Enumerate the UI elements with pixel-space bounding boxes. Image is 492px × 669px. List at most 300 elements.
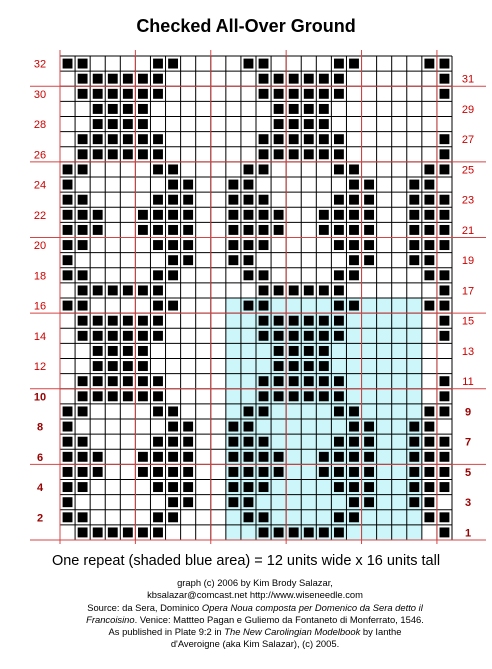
pattern-stitch (228, 452, 238, 462)
pattern-stitch (334, 376, 344, 386)
pattern-stitch (153, 467, 163, 477)
pattern-stitch (424, 59, 434, 69)
pattern-stitch (424, 512, 434, 522)
pattern-stitch (334, 452, 344, 462)
pattern-stitch (138, 361, 148, 371)
pattern-stitch (259, 59, 269, 69)
pattern-stitch (63, 406, 73, 416)
pattern-stitch (183, 467, 193, 477)
pattern-stitch (409, 255, 419, 265)
pattern-stitch (108, 527, 118, 537)
pattern-stitch (153, 301, 163, 311)
pattern-stitch (334, 89, 344, 99)
pattern-stitch (304, 391, 314, 401)
pattern-stitch (259, 134, 269, 144)
pattern-stitch (228, 240, 238, 250)
pattern-stitch (78, 210, 88, 220)
pattern-stitch (289, 331, 299, 341)
pattern-stitch (349, 512, 359, 522)
row-label-right: 23 (461, 194, 475, 207)
pattern-stitch (409, 437, 419, 447)
pattern-stitch (244, 255, 254, 265)
pattern-stitch (440, 59, 450, 69)
pattern-stitch (108, 285, 118, 295)
row-label-right: 25 (461, 164, 475, 177)
row-label-right: 29 (461, 103, 475, 116)
pattern-stitch (319, 225, 329, 235)
pattern-stitch (304, 527, 314, 537)
pattern-stitch (138, 391, 148, 401)
pattern-stitch (364, 482, 374, 492)
repeat-caption: One repeat (shaded blue area) = 12 units wide x 16 units tall (51, 553, 441, 569)
pattern-stitch (244, 195, 254, 205)
pattern-stitch (168, 422, 178, 432)
pattern-stitch (138, 376, 148, 386)
pattern-stitch (138, 452, 148, 462)
pattern-stitch (93, 331, 103, 341)
pattern-stitch (123, 104, 133, 114)
pattern-stitch (93, 316, 103, 326)
pattern-stitch (78, 134, 88, 144)
credit-line-1: graph (c) 2006 by Kim Brody Salazar, (177, 577, 333, 588)
pattern-stitch (108, 134, 118, 144)
pattern-stitch (244, 225, 254, 235)
pattern-stitch (409, 452, 419, 462)
pattern-stitch (93, 119, 103, 129)
pattern-stitch (274, 210, 284, 220)
pattern-stitch (274, 74, 284, 84)
pattern-stitch (123, 391, 133, 401)
row-label-left: 10 (33, 391, 47, 404)
credit-source-c: . Venice: Mattteo Pagan e Guliemo da Fontaneto di Monferrato, 1546. As published in Plate 9:2 in (108, 613, 424, 638)
pattern-stitch (78, 391, 88, 401)
row-label-left: 30 (33, 88, 47, 101)
pattern-stitch (63, 59, 73, 69)
pattern-stitch (364, 180, 374, 190)
pattern-stitch (304, 149, 314, 159)
pattern-stitch (93, 74, 103, 84)
row-label-right: 15 (461, 315, 475, 328)
row-label-right: 9 (464, 406, 472, 419)
row-label-left: 20 (33, 240, 47, 253)
pattern-stitch (244, 482, 254, 492)
pattern-stitch (78, 467, 88, 477)
pattern-stitch (274, 376, 284, 386)
pattern-stitch (244, 210, 254, 220)
pattern-stitch (319, 346, 329, 356)
pattern-stitch (319, 467, 329, 477)
pattern-stitch (334, 512, 344, 522)
pattern-stitch (78, 437, 88, 447)
pattern-stitch (349, 437, 359, 447)
pattern-stitch (319, 391, 329, 401)
pattern-stitch (349, 270, 359, 280)
row-label-left: 26 (33, 149, 47, 162)
pattern-stitch (259, 512, 269, 522)
pattern-stitch (244, 180, 254, 190)
pattern-stitch (108, 316, 118, 326)
pattern-stitch (289, 104, 299, 114)
pattern-stitch (228, 422, 238, 432)
pattern-stitch (78, 59, 88, 69)
pattern-stitch (183, 240, 193, 250)
pattern-stitch (440, 482, 450, 492)
pattern-stitch (153, 225, 163, 235)
pattern-stitch (183, 195, 193, 205)
pattern-stitch (168, 270, 178, 280)
pattern-stitch (123, 527, 133, 537)
pattern-stitch (274, 361, 284, 371)
pattern-stitch (93, 467, 103, 477)
pattern-stitch (440, 134, 450, 144)
pattern-stitch (108, 346, 118, 356)
pattern-stitch (440, 316, 450, 326)
pattern-stitch (108, 74, 118, 84)
pattern-stitch (123, 361, 133, 371)
pattern-stitch (274, 89, 284, 99)
pattern-stitch (153, 406, 163, 416)
pattern-stitch (63, 437, 73, 447)
pattern-stitch (259, 452, 269, 462)
pattern-stitch (334, 482, 344, 492)
pattern-stitch (349, 406, 359, 416)
pattern-stitch (63, 210, 73, 220)
row-label-right: 27 (461, 134, 475, 147)
pattern-stitch (93, 452, 103, 462)
pattern-stitch (123, 89, 133, 99)
pattern-stitch (244, 164, 254, 174)
pattern-stitch (424, 240, 434, 250)
pattern-stitch (108, 149, 118, 159)
pattern-stitch (349, 452, 359, 462)
pattern-stitch (78, 74, 88, 84)
pattern-stitch (259, 527, 269, 537)
row-label-right: 3 (464, 497, 472, 510)
pattern-stitch (78, 452, 88, 462)
pattern-stitch (138, 331, 148, 341)
pattern-stitch (153, 527, 163, 537)
pattern-stitch (153, 164, 163, 174)
pattern-stitch (228, 437, 238, 447)
pattern-stitch (228, 482, 238, 492)
pattern-stitch (424, 195, 434, 205)
pattern-stitch (424, 497, 434, 507)
pattern-stitch (319, 89, 329, 99)
row-label-left: 8 (36, 421, 44, 434)
pattern-stitch (138, 89, 148, 99)
pattern-stitch (349, 210, 359, 220)
pattern-stitch (259, 240, 269, 250)
pattern-stitch (440, 285, 450, 295)
pattern-stitch (153, 376, 163, 386)
pattern-stitch (259, 406, 269, 416)
pattern-stitch (440, 149, 450, 159)
pattern-stitch (334, 301, 344, 311)
pattern-stitch (228, 210, 238, 220)
pattern-stitch (319, 74, 329, 84)
pattern-stitch (440, 225, 450, 235)
row-label-right: 13 (461, 345, 475, 358)
pattern-stitch (78, 285, 88, 295)
pattern-stitch (168, 406, 178, 416)
pattern-stitch (274, 225, 284, 235)
pattern-stitch (63, 482, 73, 492)
pattern-stitch (153, 482, 163, 492)
pattern-stitch (424, 406, 434, 416)
pattern-stitch (349, 240, 359, 250)
pattern-chart (0, 44, 492, 544)
pattern-stitch (108, 331, 118, 341)
pattern-stitch (319, 452, 329, 462)
pattern-stitch (108, 119, 118, 129)
pattern-stitch (259, 74, 269, 84)
pattern-stitch (289, 285, 299, 295)
pattern-stitch (153, 437, 163, 447)
pattern-stitch (63, 180, 73, 190)
pattern-stitch (424, 467, 434, 477)
pattern-stitch (334, 437, 344, 447)
pattern-stitch (334, 225, 344, 235)
pattern-stitch (259, 164, 269, 174)
pattern-stitch (123, 331, 133, 341)
pattern-stitch (78, 527, 88, 537)
pattern-stitch (168, 180, 178, 190)
pattern-stitch (409, 180, 419, 190)
pattern-stitch (259, 331, 269, 341)
pattern-stitch (93, 225, 103, 235)
row-label-left: 12 (33, 361, 47, 374)
pattern-stitch (440, 452, 450, 462)
pattern-stitch (259, 482, 269, 492)
pattern-stitch (364, 437, 374, 447)
pattern-stitch (304, 134, 314, 144)
row-label-left: 16 (33, 300, 47, 313)
pattern-stitch (108, 104, 118, 114)
credit-line-2: kbsalazar@comcast.net http://www.wiseneedle.com (147, 589, 363, 601)
pattern-stitch (78, 376, 88, 386)
pattern-stitch (123, 134, 133, 144)
pattern-stitch (153, 452, 163, 462)
pattern-stitch (78, 301, 88, 311)
pattern-stitch (334, 285, 344, 295)
pattern-stitch (244, 497, 254, 507)
pattern-stitch (259, 225, 269, 235)
pattern-stitch (289, 316, 299, 326)
pattern-stitch (349, 180, 359, 190)
pattern-stitch (259, 195, 269, 205)
pattern-stitch (334, 59, 344, 69)
pattern-stitch (168, 301, 178, 311)
pattern-stitch (78, 270, 88, 280)
pattern-stitch (334, 210, 344, 220)
pattern-stitch (364, 225, 374, 235)
pattern-stitch (319, 210, 329, 220)
pattern-stitch (409, 467, 419, 477)
pattern-stitch (289, 89, 299, 99)
pattern-stitch (259, 391, 269, 401)
pattern-stitch (138, 134, 148, 144)
pattern-stitch (364, 210, 374, 220)
pattern-stitch (78, 316, 88, 326)
pattern-stitch (78, 225, 88, 235)
pattern-stitch (93, 89, 103, 99)
pattern-stitch (289, 149, 299, 159)
pattern-stitch (78, 482, 88, 492)
pattern-stitch (364, 497, 374, 507)
credits (85, 577, 425, 651)
pattern-stitch (78, 512, 88, 522)
pattern-stitch (364, 452, 374, 462)
pattern-stitch (153, 59, 163, 69)
pattern-stitch (63, 452, 73, 462)
pattern-stitch (153, 285, 163, 295)
pattern-stitch (334, 164, 344, 174)
pattern-stitch (334, 527, 344, 537)
pattern-stitch (440, 89, 450, 99)
pattern-stitch (63, 255, 73, 265)
pattern-stitch (424, 210, 434, 220)
pattern-stitch (153, 74, 163, 84)
credit-source-title: Opera Noua composta per Domenico da Sera detto il Francoisino (86, 601, 423, 625)
pattern-stitch (183, 482, 193, 492)
pattern-stitch (93, 149, 103, 159)
row-label-left: 6 (36, 451, 44, 464)
pattern-stitch (319, 149, 329, 159)
pattern-stitch (78, 240, 88, 250)
pattern-stitch (424, 255, 434, 265)
pattern-stitch (440, 331, 450, 341)
pattern-stitch (138, 74, 148, 84)
pattern-stitch (349, 255, 359, 265)
row-label-right: 11 (462, 376, 474, 389)
pattern-stitch (319, 376, 329, 386)
pattern-stitch (409, 497, 419, 507)
row-label-right: 31 (461, 73, 475, 86)
pattern-stitch (93, 346, 103, 356)
pattern-stitch (274, 285, 284, 295)
pattern-stitch (319, 527, 329, 537)
pattern-stitch (409, 195, 419, 205)
row-label-left: 22 (33, 209, 47, 222)
pattern-stitch (334, 149, 344, 159)
pattern-stitch (364, 467, 374, 477)
pattern-stitch (259, 301, 269, 311)
pattern-stitch (440, 164, 450, 174)
pattern-stitch (138, 467, 148, 477)
row-label-right: 19 (461, 255, 475, 268)
pattern-stitch (409, 240, 419, 250)
pattern-stitch (259, 285, 269, 295)
pattern-stitch (424, 164, 434, 174)
pattern-stitch (349, 59, 359, 69)
pattern-stitch (183, 255, 193, 265)
pattern-stitch (304, 376, 314, 386)
pattern-stitch (440, 210, 450, 220)
credit-source-e: by Ianthe d'Averoigne (aka Kim Salazar), (c) 2005. (170, 626, 402, 650)
pattern-stitch (274, 149, 284, 159)
row-label-right: 21 (461, 224, 475, 237)
pattern-stitch (289, 119, 299, 129)
pattern-stitch (244, 437, 254, 447)
pattern-stitch (289, 527, 299, 537)
pattern-stitch (440, 467, 450, 477)
pattern-stitch (153, 240, 163, 250)
pattern-stitch (123, 376, 133, 386)
pattern-stitch (349, 301, 359, 311)
pattern-stitch (319, 104, 329, 114)
pattern-stitch (334, 74, 344, 84)
pattern-stitch (364, 195, 374, 205)
pattern-stitch (274, 316, 284, 326)
pattern-stitch (63, 422, 73, 432)
pattern-stitch (138, 527, 148, 537)
pattern-stitch (319, 316, 329, 326)
pattern-stitch (93, 285, 103, 295)
pattern-stitch (424, 225, 434, 235)
pattern-stitch (424, 482, 434, 492)
pattern-stitch (440, 406, 450, 416)
pattern-stitch (138, 225, 148, 235)
pattern-stitch (63, 270, 73, 280)
pattern-stitch (183, 180, 193, 190)
pattern-stitch (108, 361, 118, 371)
pattern-stitch (63, 512, 73, 522)
pattern-stitch (289, 376, 299, 386)
pattern-stitch (349, 467, 359, 477)
pattern-stitch (138, 285, 148, 295)
pattern-stitch (440, 376, 450, 386)
pattern-stitch (259, 270, 269, 280)
pattern-stitch (304, 285, 314, 295)
pattern-stitch (63, 301, 73, 311)
pattern-stitch (274, 346, 284, 356)
pattern-stitch (168, 195, 178, 205)
pattern-stitch (424, 422, 434, 432)
pattern-stitch (259, 149, 269, 159)
pattern-stitch (244, 406, 254, 416)
pattern-stitch (168, 255, 178, 265)
pattern-stitch (93, 361, 103, 371)
row-label-right: 1 (464, 527, 472, 540)
pattern-stitch (168, 497, 178, 507)
pattern-stitch (168, 225, 178, 235)
credit-source-a: Source: da Sera, Dominico (87, 601, 202, 613)
pattern-stitch (78, 406, 88, 416)
pattern-stitch (93, 391, 103, 401)
pattern-stitch (123, 285, 133, 295)
pattern-stitch (244, 422, 254, 432)
pattern-stitch (304, 119, 314, 129)
pattern-stitch (78, 331, 88, 341)
pattern-stitch (274, 391, 284, 401)
pattern-stitch (349, 164, 359, 174)
pattern-stitch (289, 134, 299, 144)
pattern-stitch (364, 422, 374, 432)
pattern-stitch (168, 210, 178, 220)
pattern-stitch (349, 497, 359, 507)
pattern-stitch (168, 59, 178, 69)
pattern-stitch (123, 119, 133, 129)
pattern-stitch (244, 452, 254, 462)
pattern-stitch (228, 467, 238, 477)
pattern-stitch (63, 225, 73, 235)
pattern-stitch (228, 225, 238, 235)
pattern-stitch (304, 361, 314, 371)
pattern-stitch (138, 149, 148, 159)
pattern-stitch (168, 512, 178, 522)
pattern-stitch (304, 331, 314, 341)
pattern-stitch (93, 104, 103, 114)
